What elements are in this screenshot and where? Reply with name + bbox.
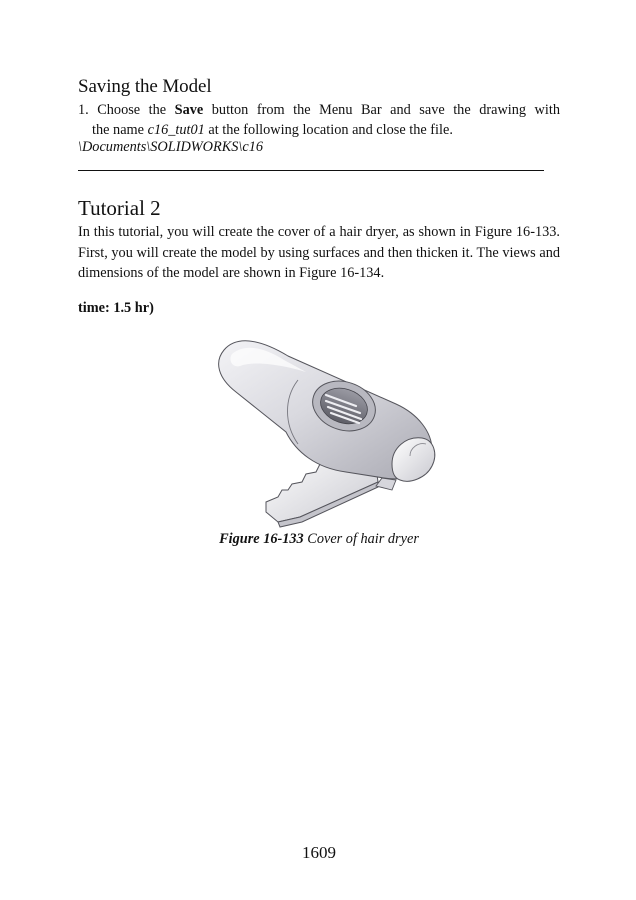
step-prefix: Choose the xyxy=(97,102,167,118)
step-middle: button from the Menu Bar and save the drawing with xyxy=(211,102,560,118)
save-keyword: Save xyxy=(174,102,204,118)
figure-label: Figure 16-133 xyxy=(219,531,304,547)
figure-caption xyxy=(78,531,560,548)
save-path: \Documents\SOLIDWORKS\c16 xyxy=(78,139,264,155)
divider xyxy=(78,170,544,171)
tutorial-intro: In this tutorial, you will create the cover of a hair dryer, as shown in Figure 16-133. First, you will create the model by using surfaces and then thicken it. The views and dimensions of the model are shown in Figure 16-134. xyxy=(78,224,560,281)
hair-dryer-cover-figure xyxy=(196,332,446,532)
tutorial-heading: Tutorial 2 xyxy=(78,196,161,220)
figure-caption-text: Cover of hair dryer xyxy=(307,531,419,547)
step-suffix: at the following location and close the file. xyxy=(208,121,453,138)
step-1 xyxy=(78,101,560,140)
step-number: 1. xyxy=(78,102,89,118)
step-1-line-1 xyxy=(78,101,560,121)
section-heading: Saving the Model xyxy=(78,76,212,97)
page-number: 1609 xyxy=(302,843,336,862)
step-line2-prefix: the name xyxy=(92,121,145,138)
hair-dryer-illustration xyxy=(196,332,446,532)
step-1-line-2 xyxy=(78,121,560,141)
tutorial-time: time: 1.5 hr) xyxy=(78,300,154,316)
file-name: c16_tut01 xyxy=(147,121,205,138)
